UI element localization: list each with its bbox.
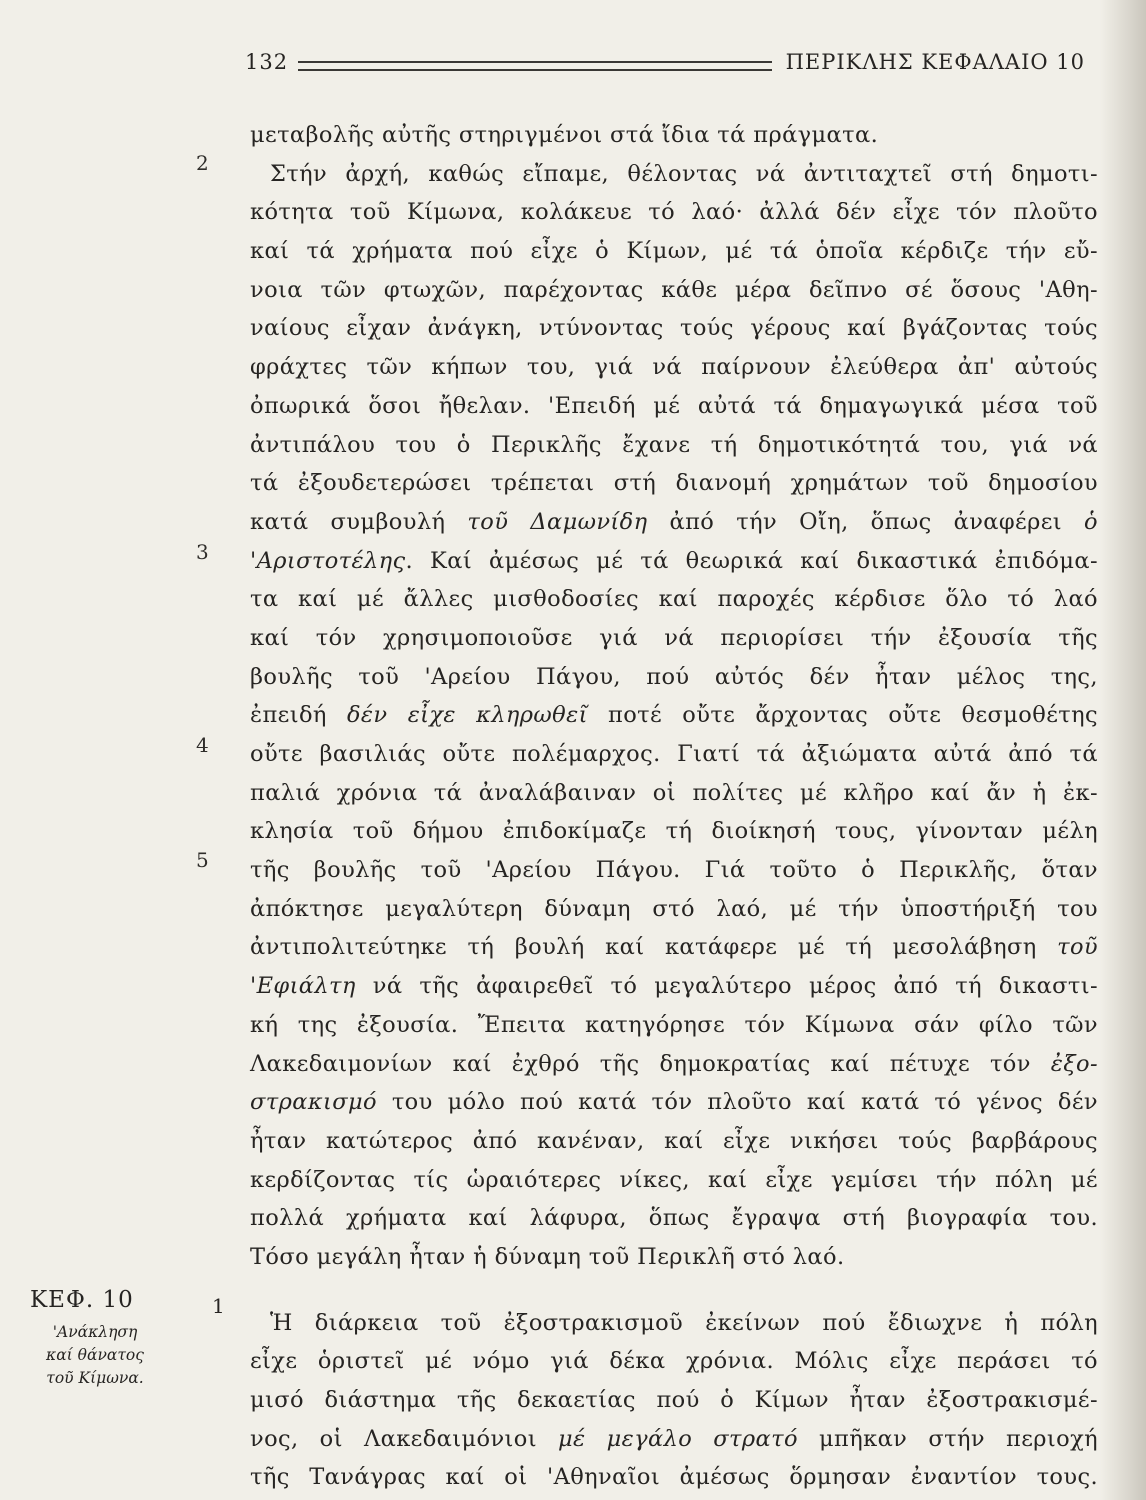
text-line: τῆς Τανάγρας καί οἱ 'Αθηναῖοι ἀμέσως ὅρμησαν ἐναντίον τους.: [250, 1464, 1098, 1491]
text-line: πολλά χρήματα καί λάφυρα, ὅπως ἔγραψα στή βιογραφία του.: [250, 1205, 1098, 1232]
text-line: καί τόν χρησιμοποιοῦσε γιά νά περιορίσει τήν ἐξουσία τῆς: [250, 624, 1098, 651]
section-number-3: 3: [196, 540, 209, 564]
text-line: φράχτες τῶν κήπων του, γιά νά παίρνουν ἐλεύθερα ἀπ' αὐτούς: [250, 354, 1098, 381]
section-number-2: 2: [196, 151, 209, 175]
text-run: του μόλο πού κατά τόν πλοῦτο καί κατά τό γένος δέν: [376, 1089, 1098, 1116]
main-text: [250, 116, 1098, 1497]
page-edge-shadow: [1100, 0, 1146, 1500]
header-rule: [298, 61, 772, 71]
italic-run: τοῦ Δαμωνίδη: [467, 508, 648, 535]
paragraph-gap: [250, 1277, 1098, 1304]
text-run: ἀπό τήν Οἴη, ὅπως ἀναφέρει: [647, 508, 1085, 535]
text-line: κερδίζοντας τίς ὡραιότερες νίκες, καί εἶχε γεμίσει τήν πόλη μέ: [250, 1166, 1098, 1193]
text-run: . Καί ἀμέσως μέ τά θεωρικά καί δικαστικά ἐπιδόμα-: [405, 547, 1098, 574]
text-line: μεταβολῆς αὐτῆς στηριγμένοι στά ἴδια τά πράγματα.: [250, 122, 879, 148]
text-line: βουλῆς τοῦ 'Αρείου Πάγου, πού αὐτός δέν ἦταν μέλος της,: [250, 663, 1098, 690]
italic-run: 'Εφιάλτη: [250, 973, 356, 1000]
text-line: Τόσο μεγάλη ἦταν ἡ δύναμη τοῦ Περικλῆ στό λαό.: [250, 1243, 845, 1270]
text-line: [250, 967, 1098, 1006]
text-line: ἀντιπάλου του ὁ Περικλῆς ἔχανε τή δημοτικότητά του, γιά νά: [250, 431, 1098, 458]
text-line: ἀπόκτησε μεγαλύτερη δύναμη στό λαό, μέ τήν ὑποστήριξή του: [250, 895, 1098, 922]
text-run: Λακεδαιμονίων καί ἐχθρό τῆς δημοκρατίας καί πέτυχε τόν: [250, 1050, 1051, 1077]
text-line: [250, 1083, 1098, 1122]
text-line: κότητα τοῦ Κίμωνα, κολάκευε τό λαό· ἀλλά δέν εἶχε τόν πλοῦτο: [250, 199, 1098, 226]
text-line: [250, 696, 1098, 735]
text-line: τῆς βουλῆς τοῦ 'Αρείου Πάγου. Γιά τοῦτο ὁ Περικλῆς, ὅταν: [250, 857, 1098, 884]
text-line: [250, 1045, 1098, 1084]
italic-run: ὁ: [1084, 508, 1098, 535]
chapter-section-number: 1: [212, 1294, 225, 1318]
text-line: κή της ἐξουσία. Ἔπειτα κατηγόρησε τόν Κίμωνα σάν φίλο τῶν: [250, 1011, 1098, 1038]
text-line: ἦταν κατώτερος ἀπό κανέναν, καί εἶχε νικήσει τούς βαρβάρους: [250, 1127, 1098, 1154]
text-line: ὀπωρικά ὅσοι ἤθελαν. 'Επειδή μέ αὐτά τά δημαγωγικά μέσα τοῦ: [250, 392, 1098, 419]
italic-run: τοῦ: [1057, 934, 1098, 961]
text-line: [250, 928, 1098, 967]
text-line: μισό διάστημα τῆς δεκαετίας πού ὁ Κίμων ἦταν ἐξοστρακισμέ-: [250, 1387, 1098, 1413]
text-run: κατά συμβουλή: [250, 508, 468, 535]
chapter-subtitle: [30, 1321, 160, 1390]
chapter-margin-note: [30, 1287, 180, 1390]
text-line: νοια τῶν φτωχῶν, παρέχοντας κάθε μέρα δεῖπνο σέ ὅσους 'Αθη-: [250, 276, 1098, 303]
italic-run: ἐξο-: [1050, 1050, 1098, 1077]
text-line: εἶχε ὁριστεῖ μέ νόμο γιά δέκα χρόνια. Μόλις εἶχε περάσει τό: [250, 1348, 1098, 1375]
text-line: παλιά χρόνια τά ἀναλάβαιναν οἱ πολίτες μέ κλῆρο καί ἄν ἡ ἐκ-: [250, 779, 1098, 806]
text-run: μπῆκαν στήν περιοχή: [797, 1425, 1098, 1452]
text-line: ναίους εἶχαν ἀνάγκη, ντύνοντας τούς γέρους καί βγάζοντας τούς: [250, 315, 1098, 342]
text-line: καί τά χρήματα πού εἶχε ὁ Κίμων, μέ τά ὁποῖα κέρδιζε τήν εὔ-: [250, 238, 1098, 265]
page-number: 132: [245, 50, 289, 74]
page-header: [245, 42, 1085, 82]
running-head: ΠΕΡΙΚΛΗΣ ΚΕΦΑΛΑΙΟ 10: [785, 50, 1085, 74]
text-line: Ἡ διάρκεια τοῦ ἐξοστρακισμοῦ ἐκείνων πού ἔδιωχνε ἡ πόλη: [270, 1309, 1098, 1336]
chapter-subtitle-line: 'Ανάκληση: [52, 1323, 138, 1341]
text-run: νά τῆς ἀφαιρεθεῖ τό μεγαλύτερο μέρος ἀπό τή δικαστι-: [355, 973, 1098, 1000]
text-line: οὔτε βασιλιάς οὔτε πολέμαρχος. Γιατί τά ἀξιώματα αὐτά ἀπό τά: [250, 741, 1098, 767]
chapter-subtitle-line: καί θάνατος: [46, 1346, 144, 1364]
text-run: ἀντιπολιτεύτηκε τή βουλή καί κατάφερε μέ τή μεσολάβηση: [250, 934, 1058, 961]
text-run: ποτέ οὔτε ἄρχοντας οὔτε θεσμοθέτης: [587, 702, 1098, 729]
text-run: νος, οἱ Λακεδαιμόνιοι: [250, 1425, 559, 1452]
chapter-title: ΚΕΦ. 10: [30, 1287, 134, 1313]
section-number-4: 4: [196, 733, 209, 757]
section-number-5: 5: [196, 848, 209, 872]
text-line: τα καί μέ ἄλλες μισθοδοσίες καί παροχές κέρδισε ὅλο τό λαό: [250, 586, 1098, 613]
text-line: τά ἐξουδετερώσει τρέπεται στή διανομή χρημάτων τοῦ δημοσίου: [250, 470, 1098, 497]
text-line: [250, 542, 1098, 581]
italic-run: 'Αριστοτέλης: [250, 547, 406, 574]
italic-run: δέν εἶχε κληρωθεῖ: [346, 702, 588, 729]
text-line: [250, 503, 1098, 542]
text-line: κλησία τοῦ δήμου ἐπιδοκίμαζε τή διοίκησή τους, γίνονταν μέλη: [250, 818, 1098, 845]
text-line: Στήν ἀρχή, καθώς εἴπαμε, θέλοντας νά ἀντιταχτεῖ στή δημοτι-: [270, 160, 1098, 187]
italic-run: μέ μεγάλο στρατό: [558, 1425, 798, 1452]
italic-run: στρακισμό: [250, 1089, 377, 1116]
text-line: [250, 1420, 1098, 1459]
text-run: ἐπειδή: [250, 702, 347, 729]
chapter-subtitle-line: τοῦ Κίμωνα.: [46, 1369, 144, 1387]
